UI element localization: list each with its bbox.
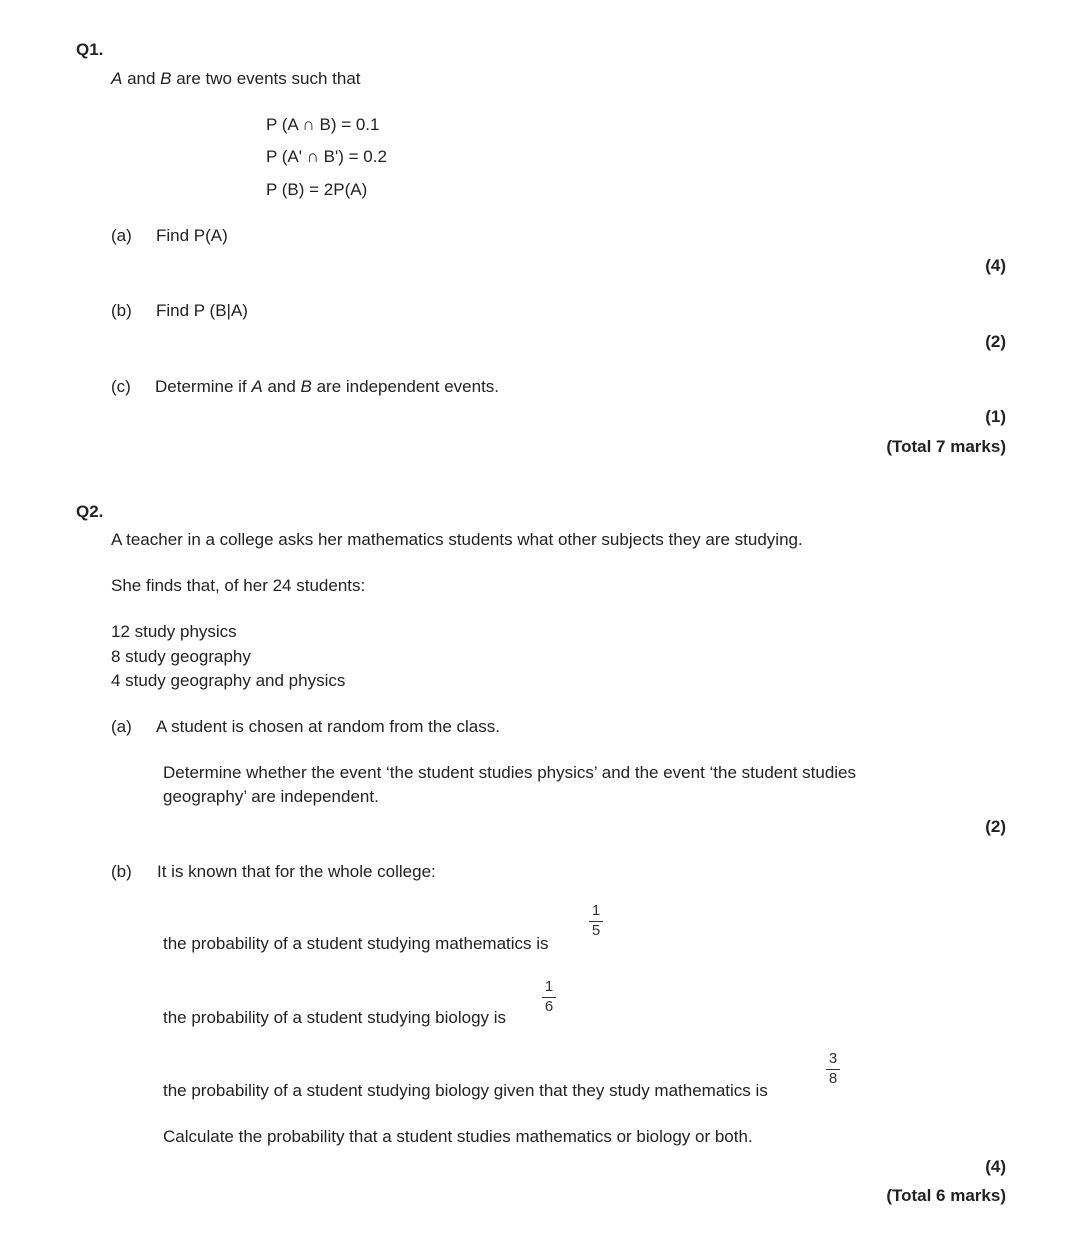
q1-part-c-label: (c): [111, 377, 131, 396]
q2-finds: She finds that, of her 24 students:: [111, 576, 366, 595]
fraction-numerator: 1: [544, 978, 554, 995]
q2-part-a-text: A student is chosen at random from the class.: [156, 717, 500, 736]
question-1-label: Q1.: [76, 40, 104, 59]
q1-equation-pb: P (B) = 2P(A): [266, 180, 368, 199]
q2-part-a-label: (a): [111, 717, 132, 736]
q1-part-a-label: (a): [111, 226, 132, 245]
q1-part-b-marks: (2): [985, 332, 1006, 351]
q1-part-a-marks: (4): [985, 256, 1006, 275]
fraction-denominator: 5: [591, 922, 601, 939]
q2-prob-bio-given-text: the probability of a student studying biology given that they study mathematics is: [163, 1081, 768, 1100]
q2-prob-bio-fraction: [542, 979, 556, 1015]
q1-equation-complement: P (A' ∩ B') = 0.2: [266, 147, 387, 166]
q2-fact-geography: 8 study geography: [111, 647, 251, 666]
q2-prob-bio-text: the probability of a student studying biology is: [163, 1008, 507, 1027]
q1-part-b-label: (b): [111, 301, 132, 320]
q2-part-a-line1: Determine whether the event ‘the student studies physics’ and the event ‘the student studies: [163, 763, 857, 782]
question-2-label: Q2.: [76, 502, 104, 521]
q2-part-b-label: (b): [111, 862, 132, 881]
q2-total-marks: (Total 6 marks): [886, 1186, 1006, 1205]
q1-part-a-text: Find P(A): [156, 226, 228, 245]
q2-part-a-marks: (2): [985, 817, 1006, 836]
fraction-denominator: 6: [544, 998, 554, 1015]
q2-prob-math-fraction: [589, 903, 603, 939]
fraction-denominator: 8: [828, 1070, 838, 1087]
q2-part-b-text: It is known that for the whole college:: [157, 862, 436, 881]
q2-part-b-marks: (4): [985, 1157, 1006, 1176]
q1-intro: A and B are two events such that: [111, 69, 361, 88]
q2-calc-instruction: Calculate the probability that a student studies mathematics or biology or both.: [163, 1127, 753, 1146]
q1-part-b-text: Find P (B|A): [156, 301, 248, 320]
fraction-numerator: 3: [828, 1050, 838, 1067]
q1-total-marks: (Total 7 marks): [886, 437, 1006, 456]
q1-part-c-text: Determine if A and B are independent events.: [155, 377, 500, 396]
q1-part-c-marks: (1): [985, 407, 1006, 426]
q2-prob-math-text: the probability of a student studying mathematics is: [163, 934, 549, 953]
q2-fact-both: 4 study geography and physics: [111, 671, 346, 690]
q2-prob-bio-given-fraction: [826, 1051, 840, 1087]
q2-part-a-line2: geography’ are independent.: [163, 787, 379, 806]
q2-fact-physics: 12 study physics: [111, 622, 237, 641]
fraction-numerator: 1: [591, 902, 601, 919]
q2-intro: A teacher in a college asks her mathematics students what other subjects they are studying.: [111, 530, 803, 549]
q1-equation-intersection: P (A ∩ B) = 0.1: [266, 115, 380, 134]
